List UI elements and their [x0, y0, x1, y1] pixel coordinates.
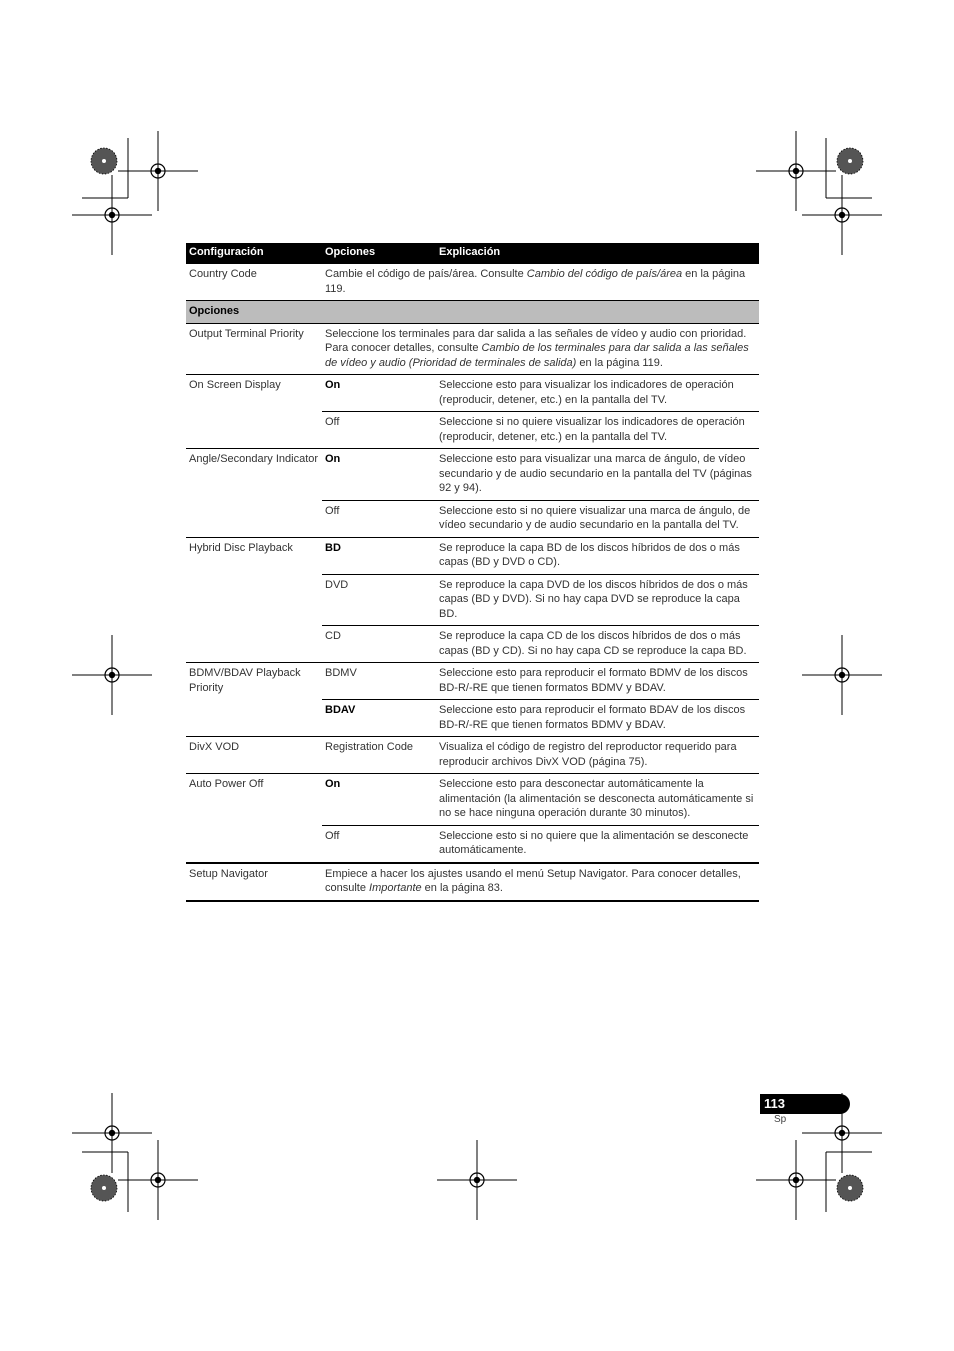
option-value: Off [322, 825, 436, 863]
table-row [186, 537, 759, 574]
text: en la página 119. [325, 268, 746, 295]
text: Empiece a hacer los ajustes usando el menú Setup Navigator. Para conocer detalles, consulte [325, 867, 741, 894]
option-value: BDAV [322, 700, 436, 737]
option-value: On [325, 379, 341, 391]
section-title: Opciones [186, 301, 759, 324]
registration-mark-icon [756, 1140, 836, 1220]
setting-name: Auto Power Off [189, 778, 264, 790]
column-header: Opciones [322, 243, 436, 264]
option-value: Registration Code [322, 737, 436, 774]
setting-name: On Screen Display [186, 375, 322, 449]
table-row [186, 449, 759, 501]
page-number: 113 [760, 1094, 850, 1114]
setting-explanation [322, 323, 759, 375]
option-explanation: Se reproduce la capa BD de los discos híbridos de dos o más capas (BD y DVD o CD). [439, 541, 740, 568]
registration-mark-icon [118, 1140, 198, 1220]
color-bar-target-icon [91, 148, 117, 174]
registration-mark-icon [437, 1140, 517, 1220]
table-row [186, 323, 759, 375]
setting-name: Hybrid Disc Playback [186, 537, 322, 663]
column-header: Configuración [186, 243, 322, 264]
color-bar-target-icon [837, 1175, 863, 1201]
registration-mark-icon [802, 175, 882, 255]
table-row [186, 264, 759, 301]
table-row [186, 863, 759, 901]
registration-mark-icon [72, 1093, 152, 1173]
registration-mark-icon [72, 175, 152, 255]
cross-reference: Cambio de los terminales para dar salida a las señales de vídeo y audio (Prioridad de terminales de salida) [325, 342, 749, 369]
registration-mark-icon [118, 131, 198, 211]
setting-name: Country Code [186, 264, 322, 301]
option-explanation: Seleccione esto para reproducir el formato BDAV de los discos BD-R/-RE que tienen formatos BDMV y BDAV. [436, 700, 759, 737]
setting-name: Output Terminal Priority [186, 323, 322, 375]
option-value: BDMV [325, 667, 357, 679]
text: en la página 83. [421, 882, 503, 894]
option-value: Off [322, 412, 436, 449]
option-explanation: Seleccione esto para reproducir el formato BDMV de los discos BD-R/-RE que tienen formatos BDMV y BDAV. [439, 667, 748, 694]
option-explanation: Se reproduce la capa DVD de los discos híbridos de dos o más capas (BD y DVD). Si no hay capa DVD se reproduce la capa BD. [436, 574, 759, 626]
option-value: On [325, 778, 341, 790]
cross-reference: Cambio del código de país/área [526, 268, 683, 280]
text: en la página 119. [576, 356, 663, 369]
option-explanation: Visualiza el código de registro del reproductor requerido para reproducir archivos DivX VOD (página 75). [436, 737, 759, 774]
registration-mark-icon [756, 131, 836, 211]
option-explanation: Seleccione esto para visualizar una marca de ángulo, de vídeo secundario y de audio secundario en la pantalla del TV (páginas 92 y 94). [439, 453, 752, 494]
setting-explanation [322, 863, 759, 901]
table-row [186, 774, 759, 826]
color-bar-target-icon [91, 1175, 117, 1201]
table-row [186, 737, 759, 774]
text: Cambie el código de país/área. Consulte [325, 268, 527, 280]
setting-name: Setup Navigator [186, 863, 322, 901]
option-explanation: Seleccione esto para desconectar automáticamente la alimentación (la alimentación se desconecta automáticamente si no se hace ninguna operación durante 30 minutos). [439, 778, 754, 819]
option-value: BD [325, 541, 341, 554]
option-explanation: Seleccione esto si no quiere visualizar una marca de ángulo, de vídeo secundario y de audio secundario en la pantalla del TV. [436, 500, 759, 537]
table-header-row [186, 243, 759, 264]
option-explanation: Seleccione esto para visualizar los indicadores de operación (reproducir, detener, etc.) en la pantalla del TV. [439, 379, 734, 406]
option-value: Off [322, 500, 436, 537]
setting-name: Angle/Secondary Indicator [186, 449, 322, 538]
option-value: CD [322, 626, 436, 663]
option-explanation: Se reproduce la capa CD de los discos híbridos de dos o más capas (BD y CD). Si no hay capa CD se reproduce la capa BD. [436, 626, 759, 663]
column-header: Explicación [436, 243, 759, 264]
setting-name: BDMV/BDAV Playback Priority [186, 663, 322, 737]
color-bar-target-icon [837, 148, 863, 174]
table-row [186, 375, 759, 412]
cross-reference: Importante [369, 882, 422, 894]
section-header-row [186, 301, 759, 324]
option-value: On [325, 453, 341, 465]
language-label: Sp [774, 1114, 787, 1125]
option-explanation: Seleccione si no quiere visualizar los indicadores de operación (reproducir, detener, etc.) en la pantalla del TV. [436, 412, 759, 449]
setting-name: DivX VOD [186, 737, 322, 774]
option-explanation: Seleccione esto si no quiere que la alimentación se desconecte automáticamente. [436, 825, 759, 863]
option-value: DVD [322, 574, 436, 626]
registration-mark-icon [802, 635, 882, 715]
table-row [186, 663, 759, 700]
registration-mark-icon [72, 635, 152, 715]
setting-explanation [322, 264, 759, 301]
settings-table [186, 243, 759, 902]
text: Seleccione los terminales para dar salida a las señales de vídeo y audio con prioridad. Para conocer detalles, consulte [325, 327, 747, 354]
